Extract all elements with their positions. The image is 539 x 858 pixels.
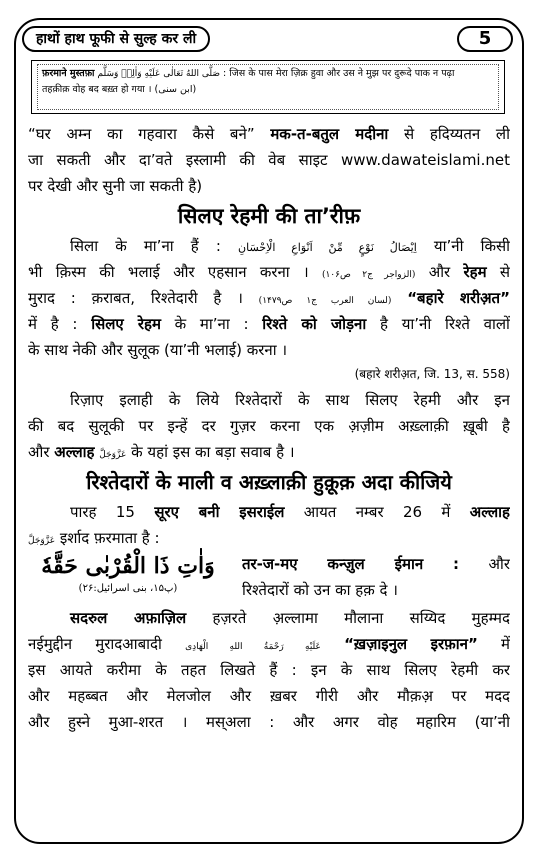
text: के मा’ना :	[174, 315, 249, 333]
book-name: “घर अम्न का गहवारा कैसे बने”	[28, 125, 255, 143]
keyword: अल्लाह	[469, 503, 510, 521]
arabic-honorific: عَلَيْهِ رَحْمَةُ اللهِ الْهَادِى	[185, 642, 321, 652]
intro-text: से हदिय्यतन ली	[404, 125, 510, 143]
text: में	[501, 635, 510, 653]
text: से	[499, 263, 510, 281]
verse-translation	[228, 551, 510, 605]
text: और	[28, 443, 50, 461]
text: पारह 15	[70, 503, 135, 521]
keyword: रेहम	[463, 263, 487, 281]
para1-line-3	[28, 285, 510, 311]
book-title-header: हाथों हाथ फूफी से सुल्ह कर ली	[22, 26, 210, 52]
source-citation: (बहारे शरीअ़त, जि. 13, स. 558)	[354, 367, 510, 381]
page-content	[28, 121, 510, 735]
para1-line-1	[28, 233, 510, 259]
farman-text-1: : जिस के पास मेरा ज़िक्र हुवा और उस ने मुझ पर दुरूदे पाक न पढ़ा	[223, 68, 455, 79]
intro-line-1	[28, 121, 510, 147]
farman-box	[31, 60, 505, 114]
para4-line-5: और हुस्ने मुआ-शरत । मस्अला : और अगर वोह महारिम (या’नी	[28, 713, 510, 731]
keyword: अल्लाह	[54, 443, 95, 461]
para3-line-2	[28, 525, 510, 551]
para1-line-5: के साथ नेकी और सुलूक (या’नी भलाई) करना ।	[28, 341, 288, 359]
text: हज़रते अ़ल्लामा मौलाना सय्यिद मुहम्मद	[212, 609, 510, 627]
para4-line-3: इस आयते करीमा के तहत लिखते हैं : इन के साथ सिलए रेहमी कर	[28, 661, 510, 679]
translation-line-2: रिश्तेदारों को उन का हक़ दे ।	[242, 581, 398, 599]
section-heading-silae-rehmi: सिलए रेहमी की ता’रीफ़	[177, 204, 361, 228]
keyword: सूरए बनी इसराईल	[154, 503, 285, 521]
publisher-name: मक-त-बतुल मदीना	[270, 125, 389, 143]
text: मुराद : क़राबत, रिश्तेदारी है ।	[28, 289, 243, 307]
text: के यहां इस का बड़ा सवाब है ।	[131, 443, 295, 461]
verse-arabic-block	[28, 551, 228, 605]
arabic-phrase: اِیْصَالُ نَوْعٍ مِّنْ اَنْوَاعِ الْاِحْسَانِ	[238, 241, 417, 254]
arabic-honorific: عَزَّوَجَلَّ	[99, 450, 127, 460]
translation-label: तर-ज-मए कन्ज़ुल ईमान :	[242, 555, 460, 573]
keyword: रिश्ते को जोड़ना	[262, 315, 367, 333]
farman-line-2: तहक़ीक़ वोह बद बख़्त हो गया । (ابن سنی)	[42, 84, 197, 95]
text: में है :	[28, 315, 78, 333]
verse-reference: (پ۱۵، بنی اسرائیل:۲۶)	[78, 583, 178, 594]
para3-line-1	[28, 499, 510, 525]
text: है या’नी रिश्ते वालों	[380, 315, 510, 333]
intro-line-2: जा सकती और दा’वते इस्लामी की वेब साइट www.dawateislami.net	[28, 151, 510, 169]
para2-line-2: की बद सुलूकी पर इन्हें दर गुज़र करना एक अ़ज़ीम अख़्लाक़ी ख़ूबी है	[28, 417, 510, 435]
translation-line-1	[242, 551, 510, 577]
page-number: 5	[457, 26, 513, 52]
para2-line-1: रिज़ाए इलाही के लिये रिश्तेदारों के साथ सिलए रेहमी और इन	[70, 391, 510, 409]
para2-line-3	[28, 439, 510, 465]
farman-label: फ़रमाने मुस्तफ़ा	[42, 68, 95, 79]
salawat-text: صَلَّى اللهُ تَعَالٰی عَلَیْهِ وَاٰلِهٖ وَسَلَّم	[97, 69, 220, 79]
keyword: सदरुल अफ़ाज़िल	[70, 609, 187, 627]
para4-line-2	[28, 631, 510, 657]
book-name: “ख़ज़ाइनुल इरफ़ान”	[344, 635, 478, 653]
text: इर्शाद फ़रमाता है :	[59, 529, 160, 547]
text: और	[488, 555, 510, 573]
arabic-honorific: عَزَّوَجَلَّ	[28, 536, 56, 546]
farman-line-1	[42, 66, 494, 82]
text: या’नी किसी	[433, 237, 510, 255]
para4-line-4: और महब्बत और मेलजोल और ख़बर गीरी और मौक़अ़ पर मदद	[28, 687, 510, 705]
text: सिला के मा’ना हैं :	[70, 237, 221, 255]
text: भी क़िस्म की भलाई और एहसान करना ।	[28, 263, 309, 281]
arabic-reference: (لسان العرب ج۱ ص۱۴۷۹)	[258, 296, 392, 306]
para1-line-2	[28, 259, 510, 285]
keyword: सिलए रेहम	[91, 315, 161, 333]
para1-line-4	[28, 311, 510, 337]
text: नईमुद्दीन मुरादआबादी	[28, 635, 162, 653]
arabic-reference: (الزواجر ج۲ ص۱۰۶)	[321, 270, 416, 280]
para4-line-1	[28, 605, 510, 631]
text: आयत नम्बर 26 में	[303, 503, 451, 521]
intro-line-3: पर देखी और सुनी जा सकती है)	[28, 177, 203, 195]
book-name: “बहारे शरीअ़त”	[407, 289, 510, 307]
verse-block	[28, 551, 510, 605]
text: और	[428, 263, 451, 281]
section-heading-huqooq: रिश्तेदारों के माली व अख़्लाक़ी हुक़ूक़ अदा कीजिये	[86, 470, 452, 494]
quran-verse: وَاٰتِ ذَا الْقُرْبٰى حَقَّهٗ	[41, 553, 215, 579]
